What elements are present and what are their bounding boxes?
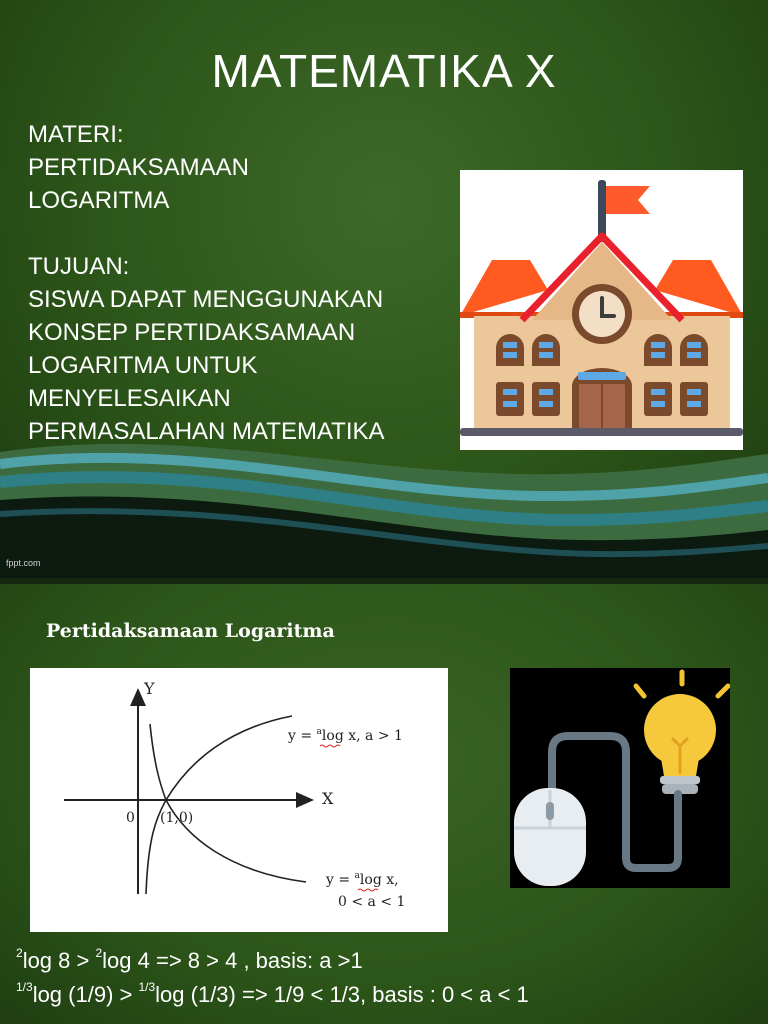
idea-bulb-icon <box>510 668 730 888</box>
school-illustration <box>460 170 743 450</box>
body-line: TUJUAN: <box>28 253 130 280</box>
slide-2 <box>0 584 768 1024</box>
slide-2-title: Pertidaksamaan Logaritma <box>46 620 335 642</box>
body-line: LOGARITMA <box>28 187 170 214</box>
point-label: (1,0) <box>160 810 194 826</box>
body-line: PERMASALAHAN MATEMATIKA <box>28 418 385 445</box>
inequality-example-1: $^2$log 8 > $^2$log 4 => 8 > 4 , basis: a >1 <box>16 946 363 973</box>
body-line: LOGARITMA UNTUK <box>28 352 258 379</box>
body-line-blank <box>28 217 385 250</box>
slide-1-body <box>28 118 385 448</box>
mouse-bulb-illustration <box>510 668 730 888</box>
curve-a-between-0-1 <box>150 724 306 882</box>
footer-logo: fppt.com <box>6 558 41 568</box>
curve-2-label: y = $^a$log x, <box>326 871 399 888</box>
body-line: PERTIDAKSAMAAN <box>28 154 249 181</box>
school-icon <box>460 170 743 450</box>
curve-1-label: y = $^a$log x, a > 1 <box>288 727 403 744</box>
curve-2-condition: 0 < a < 1 <box>338 894 406 910</box>
decorative-wave <box>0 430 768 578</box>
body-line: MENYELESAIKAN <box>28 385 231 412</box>
body-line: MATERI: <box>28 121 124 148</box>
x-axis-label: X <box>322 789 334 808</box>
origin-label: 0 <box>126 810 135 826</box>
body-line: SISWA DAPAT MENGGUNAKAN <box>28 286 384 313</box>
slide-1-title: MATEMATIKA X <box>211 45 557 97</box>
logarithm-graph <box>30 668 448 932</box>
inequality-example-2: $^{1/3}$log (1/9) > $^{1/3}$log (1/3) => 1/9 < 1/3, basis : 0 < a < 1 <box>16 980 529 1007</box>
y-axis-label: Y <box>144 679 155 698</box>
body-line: KONSEP PERTIDAKSAMAAN <box>28 319 356 346</box>
